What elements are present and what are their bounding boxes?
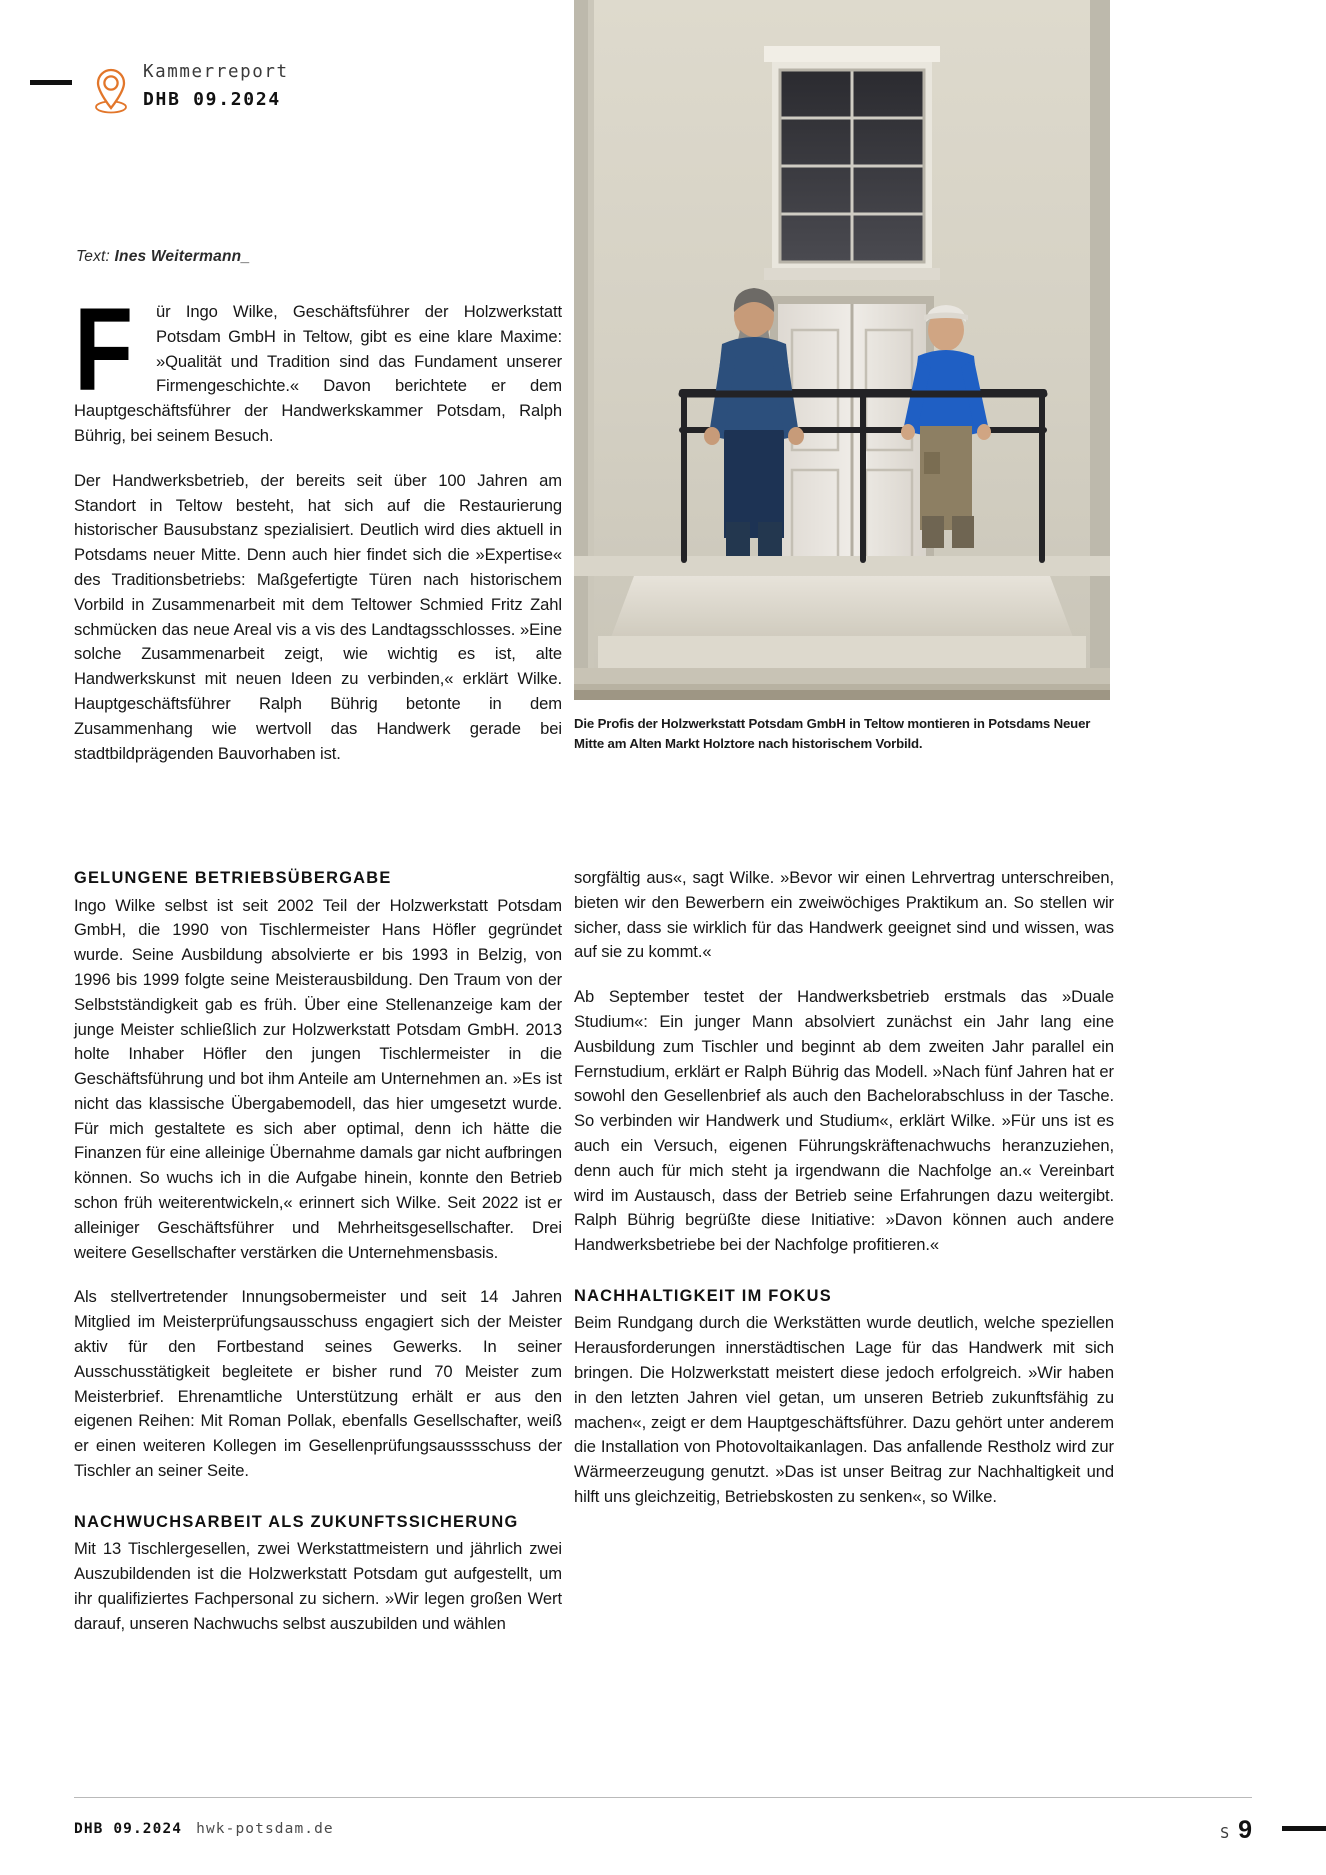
footer-tick-rule (1282, 1826, 1326, 1831)
footer-url: hwk-potsdam.de (196, 1821, 334, 1837)
paragraph-6: sorgfältig aus«, sagt Wilke. »Bevor wir einen Lehrvertrag unterschreiben, bieten wir den Bewerbern ein zweiwöchiges Praktikum an. So stellen wir sicher, dass sie wirklich für das Handwerk geeignet sind und wissen, was auf sie zu kommt.« (574, 868, 1114, 962)
byline-author: Ines Weitermann_ (114, 248, 251, 265)
section-heading-nachhaltigkeit: NACHHALTIGKEIT IM FOKUS (574, 1286, 832, 1305)
paragraph-7: Ab September testet der Handwerksbetrieb erstmals das »Duale Studium«: Ein junger Mann absolviert zunächst ein Jahr lang eine Ausbildung zum Tischler und beginnt ab dem zweiten Jahr parallel ein Fernstudium, erklärt er Ralph Bührig das Modell. »Nach fünf Jahren hat er sowohl den Gesellenbrief als auch den Bachelorabschluss in der Tasche. So verbinden wir Handwerk und Studium«, erklärt Wilke. »Für uns ist es auch ein Versuch, eigenen Führungskräftenachwuchs heranzuziehen, denn auch für mich steht ja irgendwann die Nachfolge an.« Vereinbart wird im Austausch, dass der Betrieb seine Erfahrungen dazu weitergibt. Ralph Bührig begrüßte diese Initiative: »Davon können auch andere Handwerksbetriebe bei der Nachfolge profitieren.« (574, 987, 1114, 1255)
masthead-rule (30, 80, 72, 85)
masthead-text (143, 62, 289, 112)
paragraph-2: Der Handwerksbetrieb, der bereits seit über 100 Jahren am Standort in Teltow besteht, hat sich auf die Restaurierung historischer Bausubstanz spezialisiert. Deutlich wird dies aktuell in Potsdams neuer Mitte. Denn auch hier findet sich die »Expertise« des Traditionsbetriebs: Maßgefertigte Türen nach historischem Vorbild in Zusammenarbeit mit dem Teltower Schmied Fritz Zahl schmücken das neue Areal vis a vis des Landtagsschlosses. »Eine solche Zusammenarbeit zeigt, wie wichtig es ist, alte Handwerkskunst mit neuen Ideen zu verbinden,« erklärt Wilke. Hauptgeschäftsführer Ralph Bührig betonte in dem Zusammenhang wie wertvoll das Handwerk gerade bei stadtbildprägenden Bauvorhaben ist. (74, 470, 562, 763)
byline (76, 248, 250, 266)
column-left-upper (74, 284, 562, 766)
byline-label: Text: (76, 248, 111, 265)
section-heading-nachwuchsarbeit: NACHWUCHSARBEIT ALS ZUKUNFTSSICHERUNG (74, 1512, 519, 1531)
column-left-lower (74, 866, 562, 1637)
hero-photo (574, 0, 1110, 700)
intro-text: ür Ingo Wilke, Geschäftsführer der Holzwerkstatt Potsdam GmbH in Teltow, gibt es eine klare Maxime: »Qualität und Tradition sind das Fundament unserer Firmengeschichte.« Davon berichtete er dem Hauptgeschäftsführer der Handwerkskammer Potsdam, Ralph Bührig, bei seinem Besuch. (74, 302, 562, 445)
drop-cap: F (74, 284, 134, 416)
footer-left (74, 1821, 334, 1837)
hero-photo-illustration (574, 0, 1110, 700)
masthead-kicker: Kammerreport (143, 62, 289, 82)
location-pin-icon (94, 66, 128, 116)
section-heading-betriebsuebergabe: GELUNGENE BETRIEBSÜBERGABE (74, 869, 392, 887)
paragraph-4: Als stellvertretender Innungsobermeister und seit 14 Jahren Mitglied im Meisterprüfungsausschuss engagiert sich der Meister aktiv für den Fortbestand seines Gewerks. In seiner Ausschusstätigkeit begleitete er bisher rund 70 Meister zum Meisterbrief. Ehrenamtliche Unterstützung erhält er aus den eigenen Reihen: Mit Roman Pollak, ebenfalls Gesellschafter, weiß er einen weiteren Kollegen im Gesellenprüfungsausssschuss der Tischler an seiner Seite. (74, 1287, 562, 1481)
hero-caption: Die Profis der Holzwerkstatt Potsdam GmbH in Teltow montieren in Potsdams Neuer Mitte am Alten Markt Holztore nach historischem Vorbild. (574, 716, 1091, 752)
footer-divider (74, 1797, 1252, 1798)
paragraph-8: Beim Rundgang durch die Werkstätten wurde deutlich, welche speziellen Herausforderungen innerstädtischen Lage für das Handwerk mit sich bringen. Die Holzwerkstatt meistert diese jedoch erfolgreich. »Wir haben in den letzten Jahren viel getan, um unseren Betrieb zukunftsfähig zu machen«, zeigt er dem Hauptgeschäftsführer. Dazu gehört unter anderem die Installation von Photovoltaikanlagen. Das anfallende Restholz wird zur Wärmeerzeugung genutzt. »Das ist unser Beitrag zur Nachhaltigkeit und hilft uns gleichzeitig, Betriebskosten zu senken«, so Wilke. (574, 1313, 1114, 1507)
paragraph-3: Ingo Wilke selbst ist seit 2002 Teil der Holzwerkstatt Potsdam GmbH, die 1990 von Tischlermeister Hans Höfler gegründet wurde. Seine Ausbildung absolvierte er bis 1993 in Belzig, von 1996 bis 1999 folgte seine Meisterausbildung. Den Traum von der Selbstständigkeit gab es früh. Über eine Stellenanzeige kam der junge Meister schließlich zur Holzwerkstatt Potsdam GmbH. 2013 holte Inhaber Höfler den jungen Tischlermeister in die Geschäftsführung und bot ihm Anteile am Unternehmen an. »Es ist nicht das klassische Übergabemodell, das hier umgesetzt wurde. Für mich gestaltete es sich aber optimal, denn ich hätte die Finanzen für eine alleinige Übernahme damals gar nicht aufbringen können. So wuchs ich in die Aufgabe hinein, konnte den Betrieb schon früh weiterentwickeln,« erinnert sich Wilke. Seit 2022 ist er alleiniger Geschäftsführer und Mehrheitsgesellschafter. Drei weitere Gesellschafter verstärken die Unternehmensbasis. (74, 895, 562, 1262)
masthead (0, 40, 560, 110)
column-right (574, 866, 1114, 1510)
footer-issue: DHB 09.2024 (74, 1821, 183, 1837)
masthead-issue: DHB 09.2024 (143, 89, 281, 110)
footer-right (1220, 1816, 1252, 1845)
paragraph-5: Mit 13 Tischlergesellen, zwei Werkstattmeistern und jährlich zwei Auszubildenden ist die Holzwerkstatt Potsdam gut aufgestellt, um ihr qualifiziertes Fachpersonal zu sichern. »Wir legen großen Wert darauf, unseren Nachwuchs selbst auszubilden und wählen (74, 1539, 562, 1633)
intro-paragraph (74, 284, 562, 449)
footer-page-prefix: S (1220, 1824, 1230, 1842)
footer-page-number: 9 (1238, 1816, 1252, 1844)
